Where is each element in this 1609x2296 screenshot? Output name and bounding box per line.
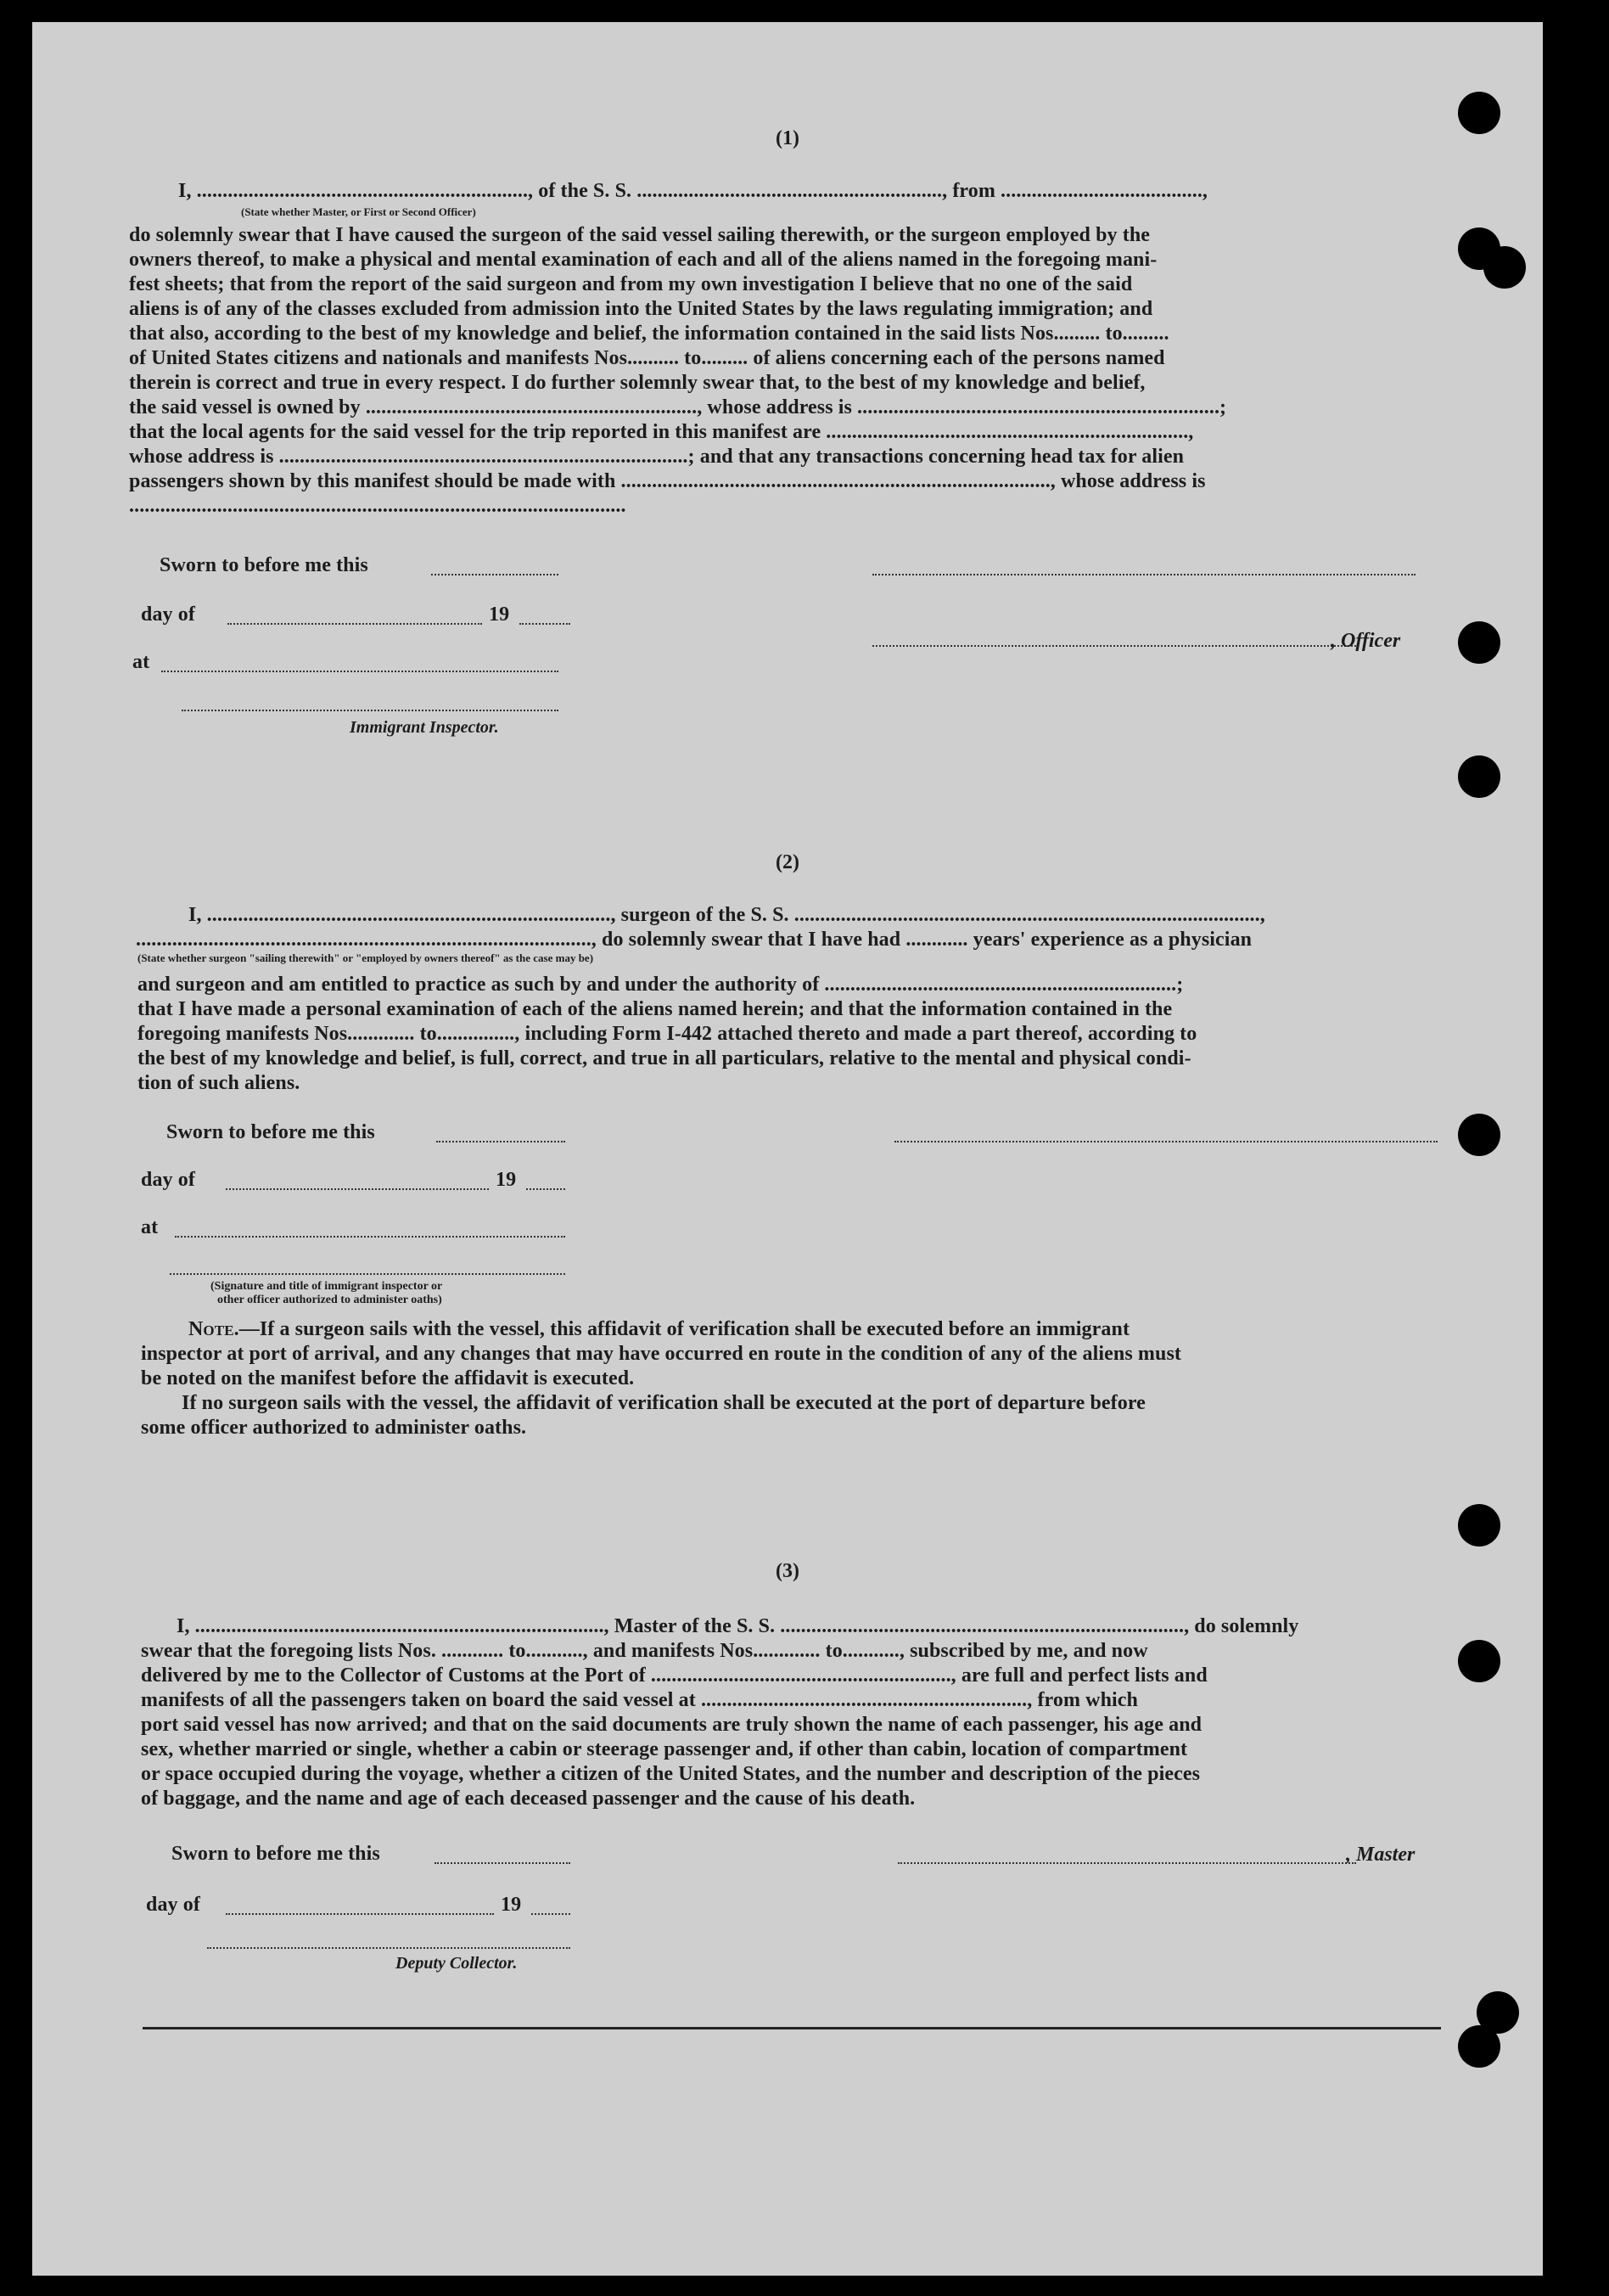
- s2-state-note: (State whether surgeon "sailing therewith" or "employed by owners thereof" as the case may be): [137, 952, 594, 964]
- s1-line-4: aliens is of any of the classes excluded from admission into the United States by the laws regulating immigration; and: [129, 298, 1153, 320]
- s2-signature-blank[interactable]: [894, 1141, 1438, 1142]
- s2-signature-note-1: (Signature and title of immigrant inspector or: [210, 1280, 443, 1293]
- s2-note-line-1: [188, 1317, 1130, 1341]
- s1-line-3: fest sheets; that from the report of the said surgeon and from my own investigation I believe that no one of the said: [129, 273, 1133, 295]
- s3-line-5: sex, whether married or single, whether a cabin or steerage passenger and, if other than cabin, location of compartment: [141, 1738, 1188, 1760]
- s2-line-2: ........................................................................................, do solemnly swear that I have had ............ years' experience as a physician: [136, 929, 1253, 951]
- s2-note-line-2: inspector at port of arrival, and any changes that may have occurred en route in the condition of any of the aliens must: [141, 1343, 1181, 1365]
- s1-line-7: therein is correct and true in every respect. I do further solemnly swear that, to the best of my knowledge and belief,: [129, 372, 1146, 394]
- punch-hole: [1458, 2025, 1500, 2068]
- punch-hole: [1458, 755, 1500, 798]
- form-page: [32, 22, 1543, 2276]
- s1-sworn-blank[interactable]: [431, 574, 558, 575]
- s2-note-label: Note.: [188, 1318, 239, 1340]
- s2-note-line-5: some officer authorized to administer oaths.: [141, 1417, 527, 1439]
- s1-state-note: (State whether Master, or First or Second Officer): [241, 205, 476, 218]
- s3-master-label: , Master: [1346, 1844, 1416, 1866]
- s2-note-text-1: —If a surgeon sails with the vessel, this affidavit of verification shall be executed before an immigrant: [238, 1318, 1130, 1340]
- s2-note-line-4: If no surgeon sails with the vessel, the affidavit of verification shall be executed at the port of departure before: [182, 1392, 1146, 1414]
- s2-officer-signature-blank[interactable]: [170, 1273, 565, 1275]
- s3-deputy-signature-blank[interactable]: [207, 1947, 570, 1949]
- s3-line-6: or space occupied during the voyage, whether a citizen of the United States, and the number and description of the pieces: [141, 1763, 1201, 1785]
- s1-at: at: [132, 651, 150, 673]
- s1-officer-label: , Officer: [1331, 630, 1401, 652]
- s3-day-blank[interactable]: [226, 1913, 494, 1915]
- section-2-number: (2): [776, 851, 799, 873]
- s3-sworn: Sworn to before me this: [171, 1843, 380, 1865]
- s1-line-12: ................................................................................................: [129, 495, 626, 517]
- s3-year: 19: [501, 1894, 522, 1916]
- s3-year-blank[interactable]: [531, 1913, 570, 1915]
- s1-line-0: I, ................................................................, of the S. S. ..........................................................., from .......................................,: [178, 180, 1208, 202]
- s1-at-blank[interactable]: [161, 671, 558, 672]
- s2-day-blank[interactable]: [226, 1188, 489, 1190]
- s2-signature-note-2: other officer authorized to administer oaths): [217, 1294, 442, 1306]
- s2-line-3: and surgeon and am entitled to practice as such by and under the authority of ....................................................................;: [137, 974, 1184, 996]
- s1-line-10: whose address is ...............................................................................; and that any transactions concerning head tax for alien: [129, 446, 1185, 468]
- punch-hole: [1458, 1114, 1500, 1156]
- s1-line-8: the said vessel is owned by ................................................................, whose address is ......................................................................;: [129, 396, 1227, 418]
- s1-officer-signature-blank[interactable]: [872, 574, 1416, 575]
- s2-sworn-blank[interactable]: [436, 1141, 565, 1142]
- s2-line-7: tion of such aliens.: [137, 1072, 300, 1094]
- s3-day-of: day of: [146, 1894, 200, 1916]
- s2-year: 19: [496, 1169, 517, 1191]
- s3-deputy-label: Deputy Collector.: [395, 1954, 518, 1973]
- s1-inspector-label: Immigrant Inspector.: [350, 718, 499, 737]
- s1-line-1: do solemnly swear that I have caused the surgeon of the said vessel sailing therewith, or the surgeon employed by the: [129, 224, 1151, 246]
- bottom-rule: [143, 2027, 1441, 2029]
- punch-hole: [1458, 1504, 1500, 1547]
- s1-day-blank[interactable]: [227, 623, 482, 625]
- s1-year: 19: [489, 603, 510, 626]
- s2-at-blank[interactable]: [175, 1236, 565, 1238]
- s3-line-2: delivered by me to the Collector of Customs at the Port of .........................................................., are full and perfect lists and: [141, 1664, 1208, 1687]
- s3-line-7: of baggage, and the name and age of each deceased passenger and the cause of his death.: [141, 1788, 916, 1810]
- s2-sworn: Sworn to before me this: [166, 1121, 375, 1143]
- punch-hole: [1458, 621, 1500, 664]
- s1-officer-line[interactable]: [872, 645, 1356, 647]
- section-3-number: (3): [776, 1560, 799, 1582]
- s1-year-blank[interactable]: [519, 623, 570, 625]
- s2-line-6: the best of my knowledge and belief, is full, correct, and true in all particulars, relative to the mental and physical condi-: [137, 1047, 1191, 1069]
- s3-line-3: manifests of all the passengers taken on board the said vessel at ..............................................................., from which: [141, 1689, 1138, 1711]
- s1-sworn: Sworn to before me this: [160, 554, 368, 576]
- section-1-number: (1): [776, 127, 799, 149]
- s1-line-2: owners thereof, to make a physical and mental examination of each and all of the aliens named in the foregoing mani-: [129, 249, 1158, 271]
- s1-line-11: passengers shown by this manifest should be made with ..................................................................................., whose address is: [129, 470, 1206, 492]
- s1-line-9: that the local agents for the said vessel for the trip reported in this manifest are ......................................................................,: [129, 421, 1194, 443]
- s3-line-4: port said vessel has now arrived; and that on the said documents are truly shown the name of each passenger, his age and: [141, 1714, 1203, 1736]
- s3-master-signature-blank[interactable]: [898, 1862, 1356, 1864]
- s2-line-4: that I have made a personal examination of each of the aliens named herein; and that the information contained in the: [137, 998, 1173, 1020]
- s3-line-0: I, ..............................................................................., Master of the S. S. .............................................................................., do solemnly: [177, 1615, 1299, 1637]
- s1-day-of: day of: [141, 603, 195, 626]
- s2-line-5: foregoing manifests Nos............. to..............., including Form I-442 attached thereto and made a part thereof, according to: [137, 1023, 1197, 1045]
- punch-hole: [1458, 1640, 1500, 1682]
- s2-year-blank[interactable]: [526, 1188, 565, 1190]
- s2-note-line-3: be noted on the manifest before the affidavit is executed.: [141, 1367, 635, 1389]
- s1-line-6: of United States citizens and nationals and manifests Nos.......... to......... of aliens concerning each of the persons named: [129, 347, 1165, 369]
- s1-line-5: that also, according to the best of my knowledge and belief, the information contained in the said lists Nos......... to.........: [129, 323, 1169, 345]
- s2-line-1: I, .............................................................................., surgeon of the S. S. ..........................................................................................,: [188, 904, 1265, 926]
- s1-inspector-signature-blank[interactable]: [182, 710, 558, 711]
- punch-hole: [1458, 92, 1500, 134]
- s3-line-1: swear that the foregoing lists Nos. ............ to..........., and manifests Nos............. to..........., subscribed by me, and now: [141, 1640, 1148, 1662]
- punch-hole: [1483, 246, 1526, 289]
- s3-sworn-blank[interactable]: [434, 1862, 570, 1864]
- s2-at: at: [141, 1216, 159, 1238]
- s2-day-of: day of: [141, 1169, 195, 1191]
